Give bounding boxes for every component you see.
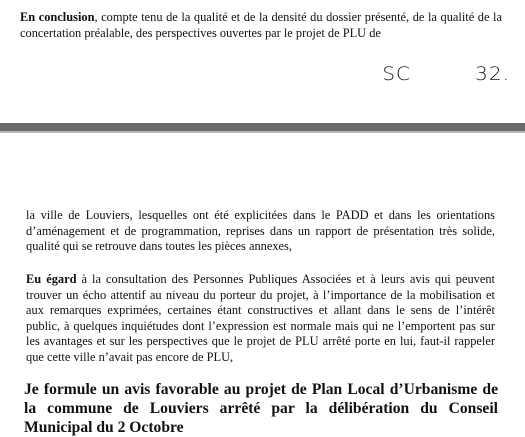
conclusion-paragraph [20, 9, 502, 41]
scanned-page-bottom [0, 133, 525, 436]
consultation-lead: Eu égard [26, 272, 77, 286]
favorable-opinion-paragraph: Je formule un avis favorable au projet de Plan Local d’Urbanisme de la commune de Louviers arrêté par la délibération du Conseil Municipal du 2 Octobre [24, 381, 498, 436]
louviers-paragraph: la ville de Louviers, lesquelles ont été explicitées dans le PADD et dans les orientations d’aménagement et de programmation, reprises dans un rapport de présentation très solide, qualité qui se retrouve dans toutes les pièces annexes, [26, 208, 495, 254]
handwritten-page-number: 32. [475, 63, 511, 85]
consultation-text: à la consultation des Personnes Publiques Associées et à leurs avis qui peuvent trouver un écho attentif au niveau du porteur du projet, à l’importance de la mobilisation et aux remarques exprimées, certaines étant constructives et allant dans le sens de l’intérêt public, à quelques inquiétudes dont l’expression est normale mais qui ne l’emportent pas sur les avantages et sur les perspectives que le projet de PLU arrêté porte en lui, faut-il rappeler que cette ville n’avait pas encore de PLU, [26, 272, 495, 364]
scanned-page-top [0, 0, 525, 122]
page-divider [0, 123, 525, 131]
conclusion-lead: En conclusion [20, 10, 95, 24]
conclusion-text: , compte tenu de la qualité et de la densité du dossier présenté, de la qualité de la concertation préalable, des perspectives ouvertes par le projet de PLU de [20, 10, 502, 40]
handwritten-initials: SC [382, 63, 412, 85]
consultation-paragraph [26, 272, 495, 366]
